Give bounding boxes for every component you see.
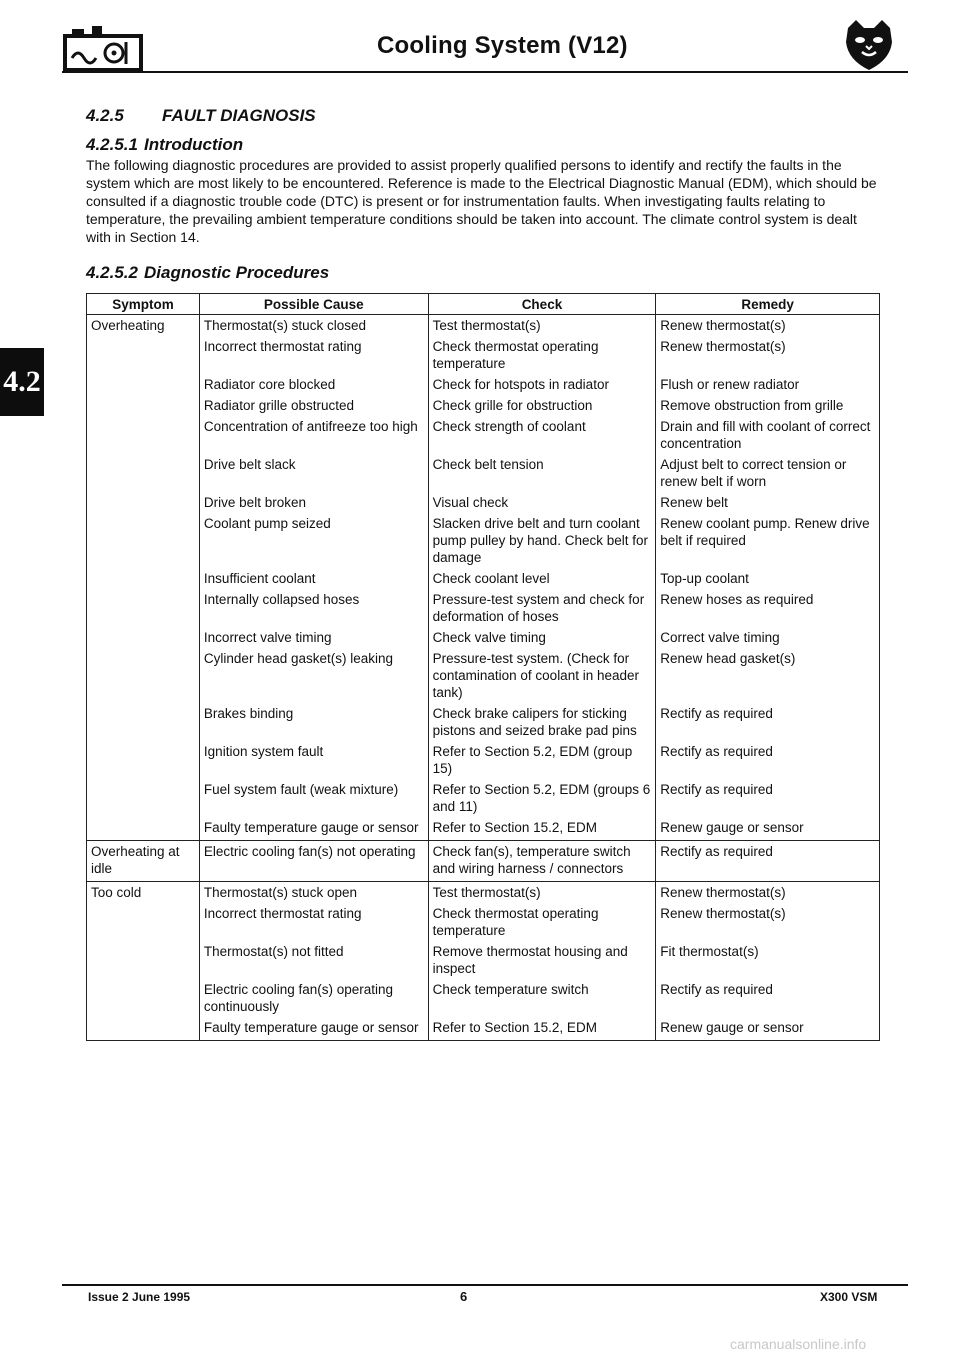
remedy-cell: Renew thermostat(s)	[656, 315, 880, 339]
footer-rule	[62, 1284, 908, 1286]
remedy-cell: Flush or renew radiator	[656, 376, 880, 397]
remedy-cell: Drain and fill with coolant of correct concentration	[656, 418, 880, 456]
remedy-cell: Top-up coolant	[656, 570, 880, 591]
check-cell: Check coolant level	[428, 570, 656, 591]
check-cell: Pressure-test system and check for deformation of hoses	[428, 591, 656, 629]
table-row	[87, 315, 880, 339]
cause-cell: Faulty temperature gauge or sensor	[199, 1019, 428, 1041]
table-row	[87, 338, 880, 376]
check-cell: Check thermostat operating temperature	[428, 338, 656, 376]
table-row	[87, 650, 880, 705]
check-cell: Refer to Section 5.2, EDM (groups 6 and 11)	[428, 781, 656, 819]
column-header-remedy: Remedy	[656, 294, 880, 315]
check-cell: Refer to Section 15.2, EDM	[428, 819, 656, 841]
check-cell: Check temperature switch	[428, 981, 656, 1019]
subsection-title: Introduction	[144, 135, 244, 154]
table-row	[87, 905, 880, 943]
section-number: 4.2.5	[86, 106, 124, 125]
table-row	[87, 882, 880, 906]
subsection-heading	[86, 263, 329, 283]
section-title: FAULT DIAGNOSIS	[162, 106, 316, 125]
check-cell: Check thermostat operating temperature	[428, 905, 656, 943]
check-cell: Check fan(s), temperature switch and wiring harness / connectors	[428, 841, 656, 882]
remedy-cell: Rectify as required	[656, 743, 880, 781]
table-row	[87, 397, 880, 418]
check-cell: Test thermostat(s)	[428, 315, 656, 339]
symptom-cell: Overheating at idle	[87, 841, 200, 882]
issue-date: Issue 2 June 1995	[88, 1290, 191, 1304]
table-body	[87, 315, 880, 1041]
check-cell: Refer to Section 5.2, EDM (group 15)	[428, 743, 656, 781]
remedy-cell: Rectify as required	[656, 705, 880, 743]
cause-cell: Electric cooling fan(s) not operating	[199, 841, 428, 882]
cause-cell: Faulty temperature gauge or sensor	[199, 819, 428, 841]
remedy-cell: Renew belt	[656, 494, 880, 515]
manual-code: X300 VSM	[820, 1290, 878, 1304]
table-row	[87, 743, 880, 781]
cause-cell: Thermostat(s) stuck closed	[199, 315, 428, 339]
table-row	[87, 841, 880, 882]
check-cell: Check grille for obstruction	[428, 397, 656, 418]
symptom-cell: Too cold	[87, 882, 200, 1041]
cause-cell: Cylinder head gasket(s) leaking	[199, 650, 428, 705]
check-cell: Check for hotspots in radiator	[428, 376, 656, 397]
symptom-cell: Overheating	[87, 315, 200, 841]
table-row	[87, 494, 880, 515]
section-tab: 4.2	[0, 348, 44, 416]
engine-cooling-icon	[62, 26, 144, 74]
column-header-symptom: Symptom	[87, 294, 200, 315]
check-cell: Visual check	[428, 494, 656, 515]
table-row	[87, 1019, 880, 1041]
cause-cell: Thermostat(s) not fitted	[199, 943, 428, 981]
table-row	[87, 418, 880, 456]
table-row	[87, 781, 880, 819]
table-row	[87, 515, 880, 570]
header-rule	[62, 71, 908, 73]
remedy-cell: Renew gauge or sensor	[656, 1019, 880, 1041]
subsection-number: 4.2.5.2	[86, 263, 138, 282]
cause-cell: Insufficient coolant	[199, 570, 428, 591]
cause-cell: Thermostat(s) stuck open	[199, 882, 428, 906]
table-row	[87, 570, 880, 591]
remedy-cell: Adjust belt to correct tension or renew belt if worn	[656, 456, 880, 494]
check-cell: Check strength of coolant	[428, 418, 656, 456]
check-cell: Check belt tension	[428, 456, 656, 494]
cause-cell: Incorrect valve timing	[199, 629, 428, 650]
check-cell: Check valve timing	[428, 629, 656, 650]
cause-cell: Internally collapsed hoses	[199, 591, 428, 629]
remedy-cell: Renew hoses as required	[656, 591, 880, 629]
table-header-row	[87, 294, 880, 315]
diagnostic-table	[86, 293, 880, 1041]
table-row	[87, 591, 880, 629]
watermark: carmanualsonline.info	[730, 1336, 867, 1352]
subsection-title: Diagnostic Procedures	[144, 263, 330, 282]
jaguar-head-logo	[842, 18, 896, 72]
remedy-cell: Remove obstruction from grille	[656, 397, 880, 418]
column-header-check: Check	[428, 294, 656, 315]
cause-cell: Drive belt broken	[199, 494, 428, 515]
table-row	[87, 629, 880, 650]
check-cell: Check brake calipers for sticking pistons and seized brake pad pins	[428, 705, 656, 743]
cause-cell: Fuel system fault (weak mixture)	[199, 781, 428, 819]
section-heading	[86, 106, 316, 126]
remedy-cell: Renew thermostat(s)	[656, 882, 880, 906]
table-row	[87, 705, 880, 743]
intro-paragraph: The following diagnostic procedures are provided to assist properly qualified persons to identify and rectify the faults in the system which are most likely to be encountered. Reference is made to the Electrical Diagnostic Manual (EDM), which should be consulted if a diagnostic trouble code (DTC) is present or for instrumentation faults. When investigating faults relating to temperature, the prevailing ambient temperature conditions should be taken into account. The climate control system is dealt with in Section 14.	[86, 157, 877, 245]
remedy-cell: Renew thermostat(s)	[656, 338, 880, 376]
page-number: 6	[460, 1289, 468, 1304]
remedy-cell: Rectify as required	[656, 981, 880, 1019]
check-cell: Test thermostat(s)	[428, 882, 656, 906]
cause-cell: Ignition system fault	[199, 743, 428, 781]
cause-cell: Brakes binding	[199, 705, 428, 743]
subsection-heading	[86, 135, 243, 155]
cause-cell: Incorrect thermostat rating	[199, 338, 428, 376]
remedy-cell: Renew head gasket(s)	[656, 650, 880, 705]
subsection-number: 4.2.5.1	[86, 135, 138, 154]
check-cell: Refer to Section 15.2, EDM	[428, 1019, 656, 1041]
cause-cell: Radiator grille obstructed	[199, 397, 428, 418]
remedy-cell: Correct valve timing	[656, 629, 880, 650]
check-cell: Remove thermostat housing and inspect	[428, 943, 656, 981]
column-header-cause: Possible Cause	[199, 294, 428, 315]
check-cell: Pressure-test system. (Check for contamination of coolant in header tank)	[428, 650, 656, 705]
cause-cell: Drive belt slack	[199, 456, 428, 494]
remedy-cell: Rectify as required	[656, 781, 880, 819]
table-row	[87, 456, 880, 494]
remedy-cell: Rectify as required	[656, 841, 880, 882]
remedy-cell: Renew thermostat(s)	[656, 905, 880, 943]
check-cell: Slacken drive belt and turn coolant pump pulley by hand. Check belt for damage	[428, 515, 656, 570]
table-row	[87, 376, 880, 397]
cause-cell: Radiator core blocked	[199, 376, 428, 397]
table-row	[87, 943, 880, 981]
remedy-cell: Fit thermostat(s)	[656, 943, 880, 981]
remedy-cell: Renew gauge or sensor	[656, 819, 880, 841]
table-row	[87, 981, 880, 1019]
cause-cell: Concentration of antifreeze too high	[199, 418, 428, 456]
cause-cell: Electric cooling fan(s) operating continuously	[199, 981, 428, 1019]
cause-cell: Coolant pump seized	[199, 515, 428, 570]
page-title: Cooling System (V12)	[377, 32, 628, 59]
cause-cell: Incorrect thermostat rating	[199, 905, 428, 943]
table-row	[87, 819, 880, 841]
remedy-cell: Renew coolant pump. Renew drive belt if required	[656, 515, 880, 570]
